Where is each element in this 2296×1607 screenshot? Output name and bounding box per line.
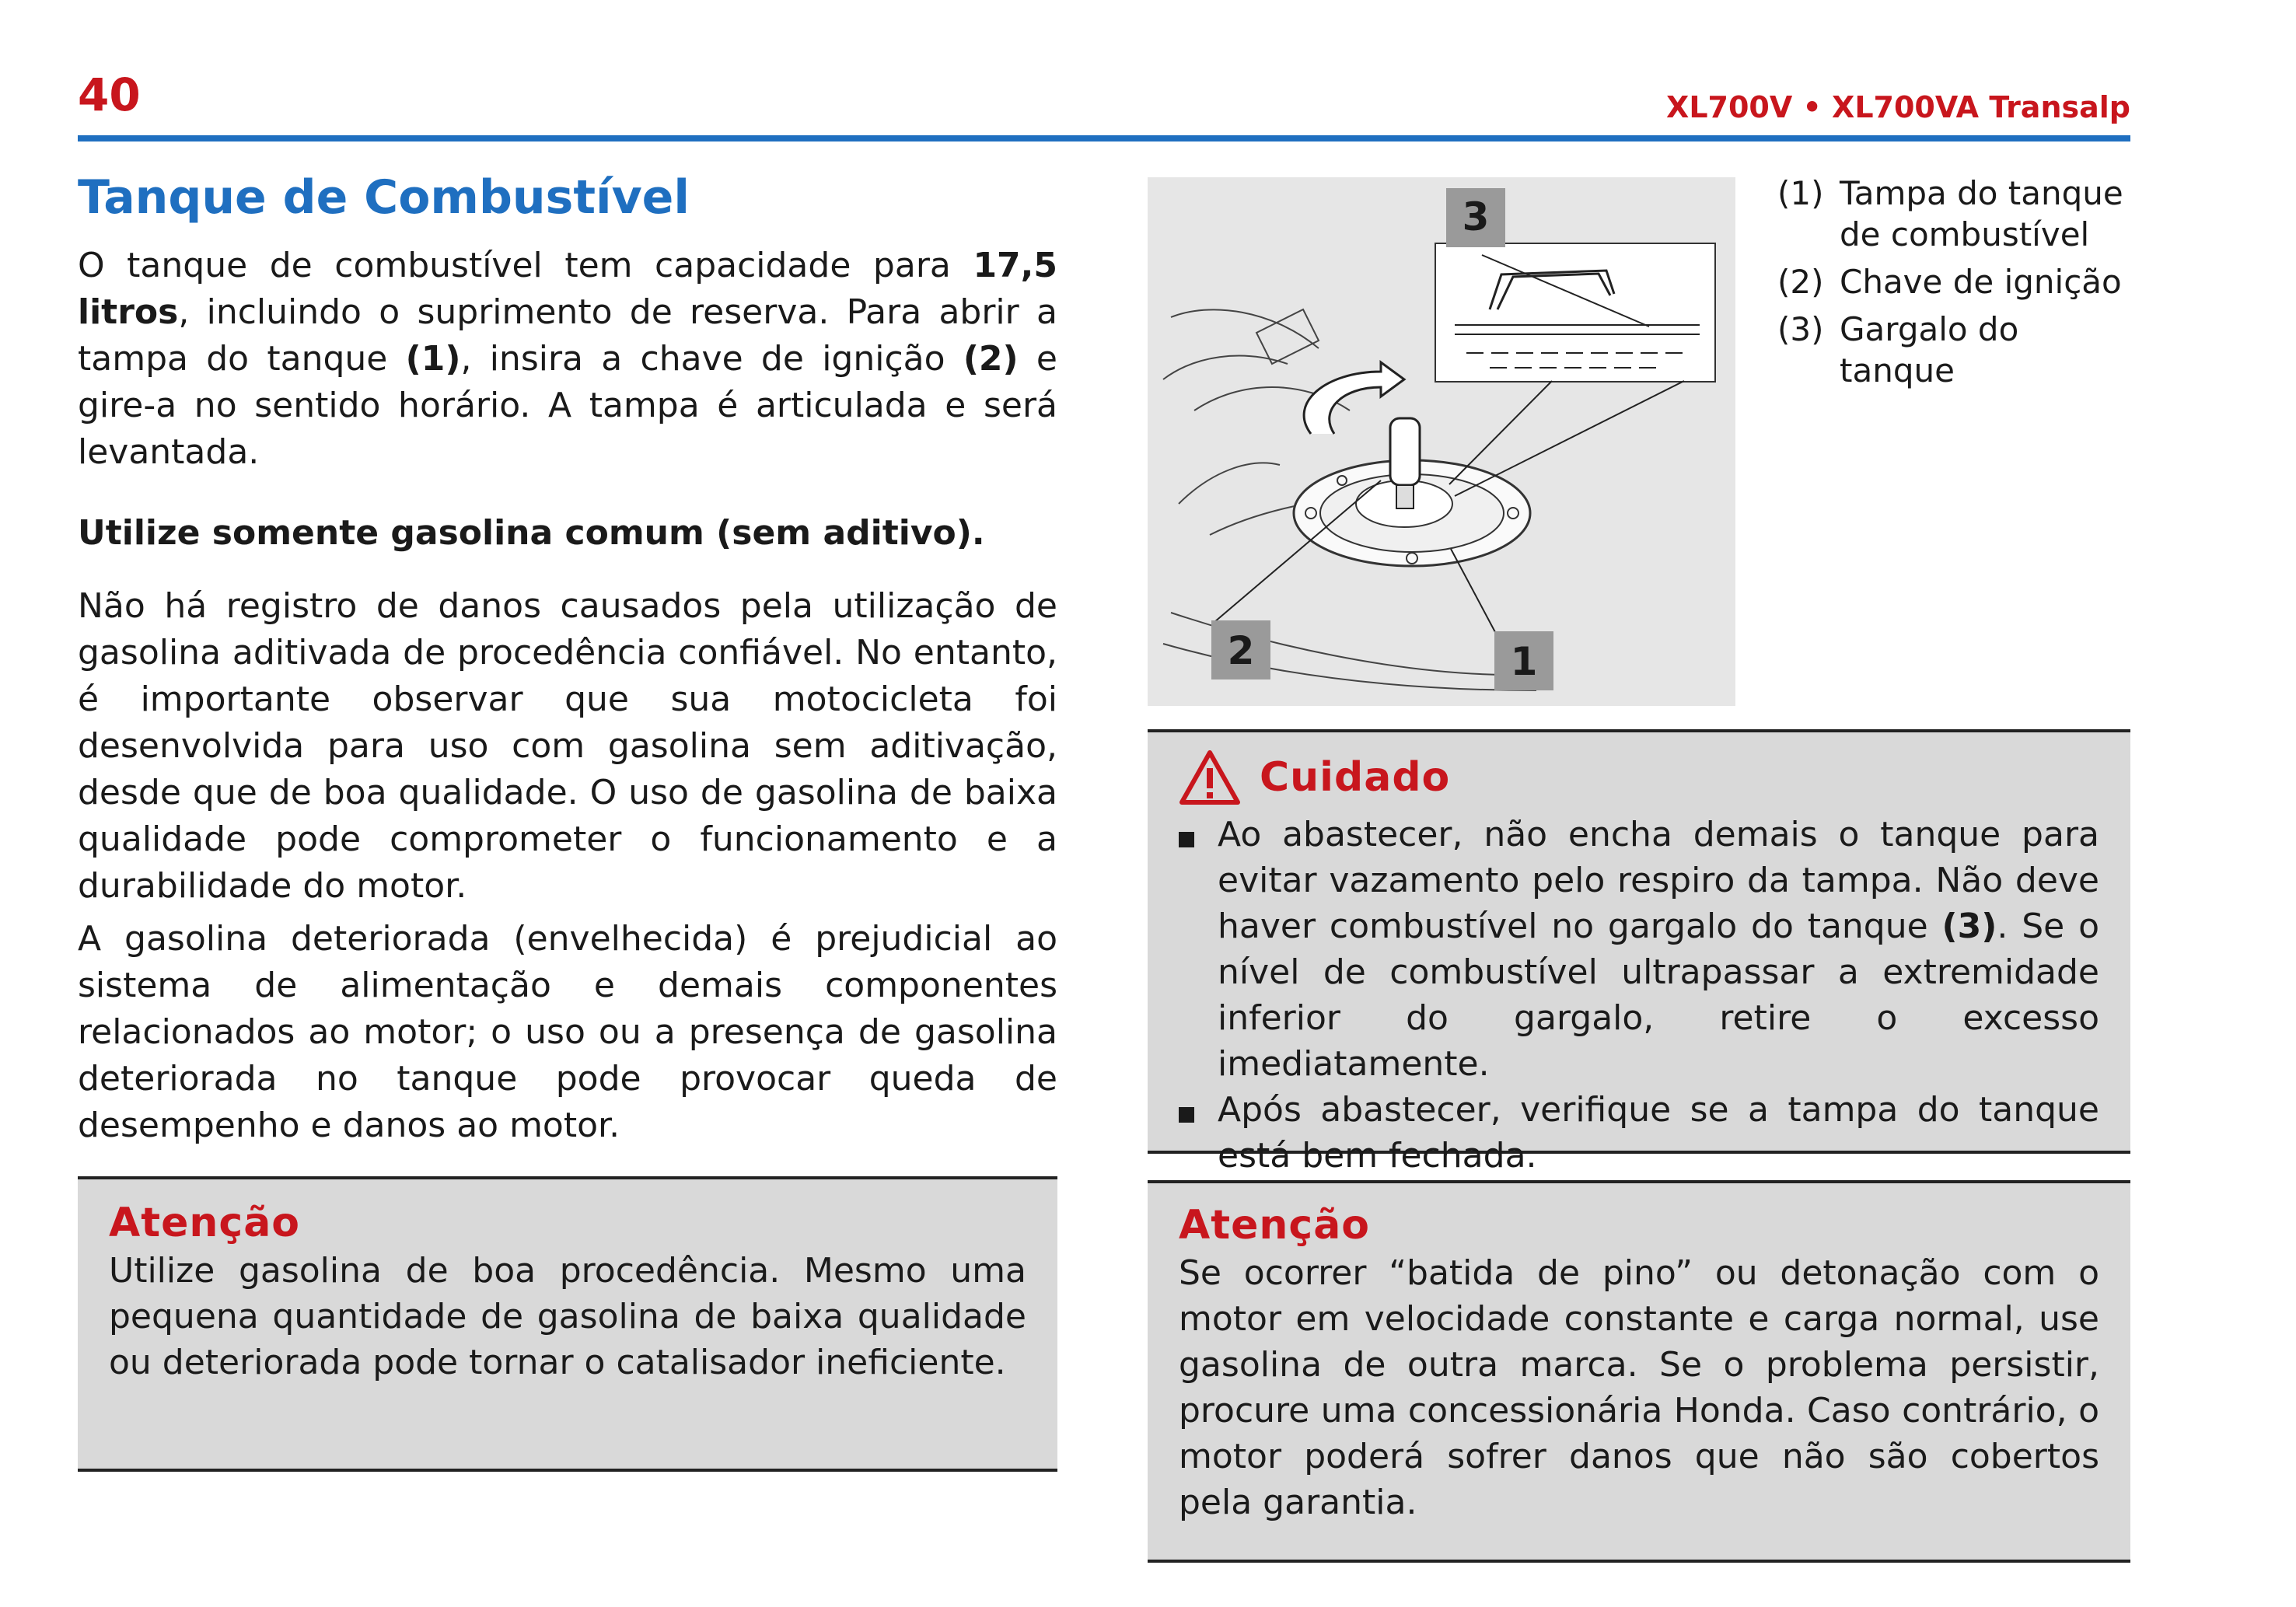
model-name: XL700V • XL700VA Transalp [1666,90,2130,124]
legend-label: Tampa do tanque de combustível [1840,174,2123,253]
ref-cap: (1) [405,339,461,379]
section-title: Tanque de Combustível [78,170,690,225]
page-number: 40 [78,68,141,121]
legend-item [1777,309,2135,391]
legend-item [1777,173,2135,255]
header-divider [78,135,2130,141]
attention-box-right [1148,1180,2130,1563]
callout-1-label: 1 [1510,639,1538,684]
callout-2-label: 2 [1227,628,1255,673]
caution-bullet-closed: Após abastecer, verifique se a tampa do tanque está bem fechada. [1179,1087,2099,1179]
intro-text-1: O tanque de combustível tem capacidade para [78,246,973,285]
legend-num: (1) [1777,174,1824,212]
caution-text-2: . Se o nível de combustível ultrapassar a extremidade inferior do gargalo, retire o excesso imediatamente. [1218,907,2099,1084]
attention-title-left: Atenção [109,1200,301,1246]
caution-bullet-overfill [1179,812,2099,1087]
caution-title: Cuidado [1260,754,1451,801]
caution-heading [1179,749,2099,805]
attention-box-left [78,1176,1057,1472]
capacity-value: 17,5 litros [78,246,1057,332]
legend-label: Gargalo do tanque [1840,310,2019,390]
page-header [78,68,2130,143]
intro-text-3: , insira a chave de ignição [460,339,963,379]
legend-label: Chave de ignição [1840,263,2122,301]
paragraph-deteriorated: A gasolina deteriorada (envelhecida) é prejudicial ao sistema de alimentação e demais componentes relacionados ao motor; o uso ou a presença de gasolina deteriorada no tanque pode provocar queda de desempenho e danos ao motor. [78,919,1057,1145]
ref-neck: (3) [1941,907,1997,946]
intro-text-4: e gire-a no sentido horário. A tampa é articulada e será levantada. [78,339,1057,472]
attention-text-right: Se ocorrer “batida de pino” ou detonação com o motor em velocidade constante e carga normal, use gasolina de outra marca. Se o problema persistir, procure uma concessionária Honda. Caso contrário, o motor poderá sofrer danos que não são cobertos pela garantia. [1179,1253,2099,1522]
intro-paragraph [78,243,1057,476]
paragraph-additive: Não há registro de danos causados pela utilização de gasolina aditivada de procedência confiável. No entanto, é importante observar que sua motocicleta foi desenvolvida para uso com gasolina sem aditivação, desde que de boa qualidade. O uso de gasolina de baixa qualidade pode comprometer o funcionamento e a durabilidade do motor. [78,586,1057,906]
callout-3-label: 3 [1462,194,1490,239]
intro-text-2: , incluindo o suprimento de reserva. Para abrir a tampa do tanque [78,292,1057,379]
fuel-subheading: Utilize somente gasolina comum (sem aditivo). [78,513,985,553]
attention-title-right: Atenção [1179,1202,1371,1249]
left-column [78,169,1057,1149]
legend-num: (2) [1777,263,1824,301]
legend-num: (3) [1777,310,1824,348]
warning-triangle-icon [1179,749,1241,805]
fuel-tank-illustration [1148,177,1735,706]
attention-text-left: Utilize gasolina de boa procedência. Mesmo uma pequena quantidade de gasolina de baixa qualidade ou deteriorada pode tornar o catalisador ineficiente. [109,1251,1026,1382]
figure-legend [1777,173,2135,397]
caution-text-1: Ao abastecer, não encha demais o tanque para evitar vazamento pelo respiro da tampa. Não deve haver combustível no gargalo do tanque [1218,815,2099,946]
caution-list [1179,812,2099,1179]
ref-key: (2) [963,339,1019,379]
legend-item [1777,261,2135,302]
caution-box [1148,729,2130,1176]
fuel-cap-drawing [1148,177,1735,706]
